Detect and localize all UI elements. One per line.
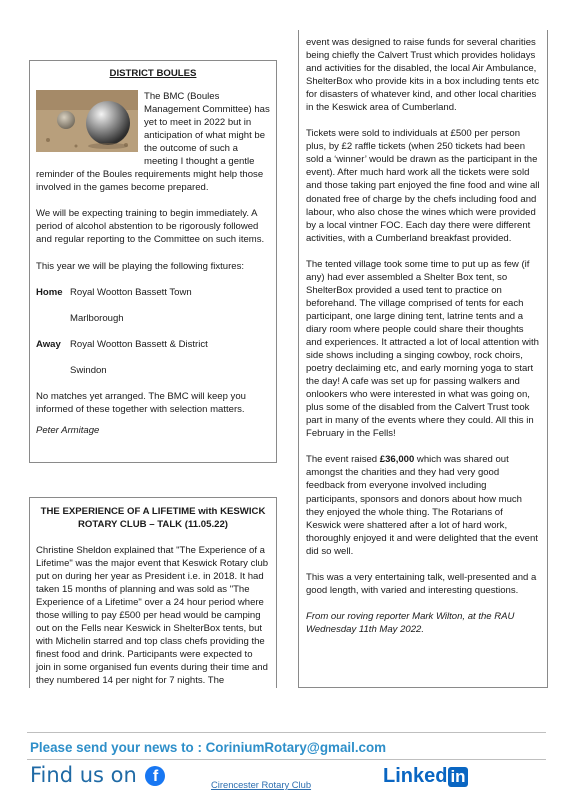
- right-para1: event was designed to raise funds for several charities being chiefly the Calvert Trust which provides holidays and activities for the disabled, the local Air Ambulance, ShelterBox who provide kits in a box including tents etc for disasters of whatever kind, and other local charities in the Keswick area of Cumberland.: [306, 37, 539, 114]
- right-para5: This was a very entertaining talk, well-presented and a good length, with varied and interesting questions.: [306, 571, 537, 596]
- linkedin-icon: in: [450, 767, 466, 786]
- fixture-key: [36, 312, 70, 325]
- fixture-row: [36, 312, 270, 325]
- fixture-value: Royal Wootton Bassett Town: [70, 286, 192, 298]
- fixture-key: [36, 364, 70, 377]
- boules-para3: This year we will be playing the following fixtures:: [36, 260, 245, 272]
- boules-para4: No matches yet arranged. The BMC will keep you informed of these together with selection matters.: [36, 390, 246, 415]
- boules-signature: Peter Armitage: [36, 424, 100, 436]
- right-para4-post: which was shared out amongst the charities and they had very good feedback from everyone involved including participants, sponsors and donors about how much they enjoyed the whole thing. The Rotarians of Keswick were shattered after a lot of hard work, thoroughly enjoyed it and were delighted that the event did so well.: [306, 454, 538, 557]
- fixture-value: Royal Wootton Bassett & District: [70, 338, 208, 350]
- fixture-row: [36, 364, 270, 377]
- talk-title: THE EXPERIENCE OF A LIFETIME with KESWICK ROTARY CLUB – TALK (11.05.22): [40, 506, 266, 530]
- keswick-talk-continued-box: [298, 30, 548, 688]
- footer-divider-top: [27, 732, 546, 733]
- footer-divider-bottom: [27, 759, 546, 760]
- boules-photo: [36, 90, 138, 152]
- fixture-row: [36, 286, 270, 299]
- district-boules-box: [29, 60, 277, 463]
- fixture-key: Home: [36, 286, 63, 298]
- club-facebook-link[interactable]: Cirencester Rotary Club: [211, 779, 312, 790]
- boules-intro-rest: meeting I thought a gentle reminder of the Boules requirements might help those involved in the games become prepared.: [36, 156, 264, 194]
- boules-title: DISTRICT BOULES: [109, 68, 197, 79]
- fixture-key: Away: [36, 338, 61, 350]
- find-us-label: Find us on: [30, 763, 137, 787]
- fixture-value: Marlborough: [70, 312, 124, 324]
- boules-intro-float: The BMC (Boules Management Committee) has yet to meet in 2022 but in anticipation of what might be the outcome of such a: [144, 91, 270, 155]
- fixture-row: [36, 338, 270, 351]
- right-para2: Tickets were sold to individuals at £500 per person plus, by £2 raffle tickets (when 250 tickets had been sold a ‘winner’ would be drawn as the participant in the event). After much hard work all the tickets were sold and those taking part enjoyed the fine food and wine all donated free of charge by the chefs including food and labour, who also chose the wines which were provided by a local vintner FOC. Each day there were different activities, with a Cumberland breakfast provided.: [306, 128, 540, 244]
- right-para4: [306, 453, 540, 557]
- right-para3: The tented village took some time to put up as few (if any) had ever assembled a Shelter Box tent, so ShelterBox provided a used tent to practice on beforehand. The village comprised of tents for each participant, one large dining tent, latrine tents and a diary room where people could share their thoughts and experiences. It attracted a lot of local attention with side shows including a singing cowboy, rock choirs, poetry declaiming etc, and early morning yoga to start the day! A cafe was set up for passing walkers and onlookers who were interested in what was going on, plus some of the disabled from the Calvert Trust took part in many of the events where they could. All this in February in the Fells!: [306, 258, 539, 440]
- boules-para2: We will be expecting training to begin immediately. A period of alcohol abstention to be rigorously followed and regular reporting to the Committee on such items.: [36, 208, 265, 246]
- send-news-line[interactable]: Please send your news to : CoriniumRotary@gmail.com: [30, 740, 387, 755]
- boules-intro: [36, 90, 270, 194]
- talk-para1: Christine Sheldon explained that "The Experience of a Lifetime" was the major event that Keswick Rotary club put on during her year as President i.e. in 2018. It had taken 15 months of planning and was sold as "The Experience of a Lifetime" over a 24 hour period where those willing to pay £500 per head would be camping out on the Fells near Keswick in ShelterBox tents, but with Michelin starred and top class chefs providing the finest food and drink. Participants were expected to join in some organised fun events during their time and they numbered 14 per night for 7 nights. The: [36, 545, 269, 687]
- linkedin-logo[interactable]: [383, 765, 468, 788]
- right-para4-pre: The event raised: [306, 454, 380, 466]
- linkedin-text: Linked: [383, 765, 448, 787]
- find-us-on: [30, 763, 165, 787]
- reporter-credit: From our roving reporter Mark Wilton, at the RAU Wednesday 11th May 2022.: [306, 610, 515, 635]
- fixture-value: Swindon: [70, 364, 107, 376]
- keswick-talk-box: [29, 497, 277, 688]
- amount-raised: £36,000: [379, 454, 415, 466]
- boules-image: [36, 90, 138, 152]
- facebook-icon[interactable]: f: [145, 766, 165, 786]
